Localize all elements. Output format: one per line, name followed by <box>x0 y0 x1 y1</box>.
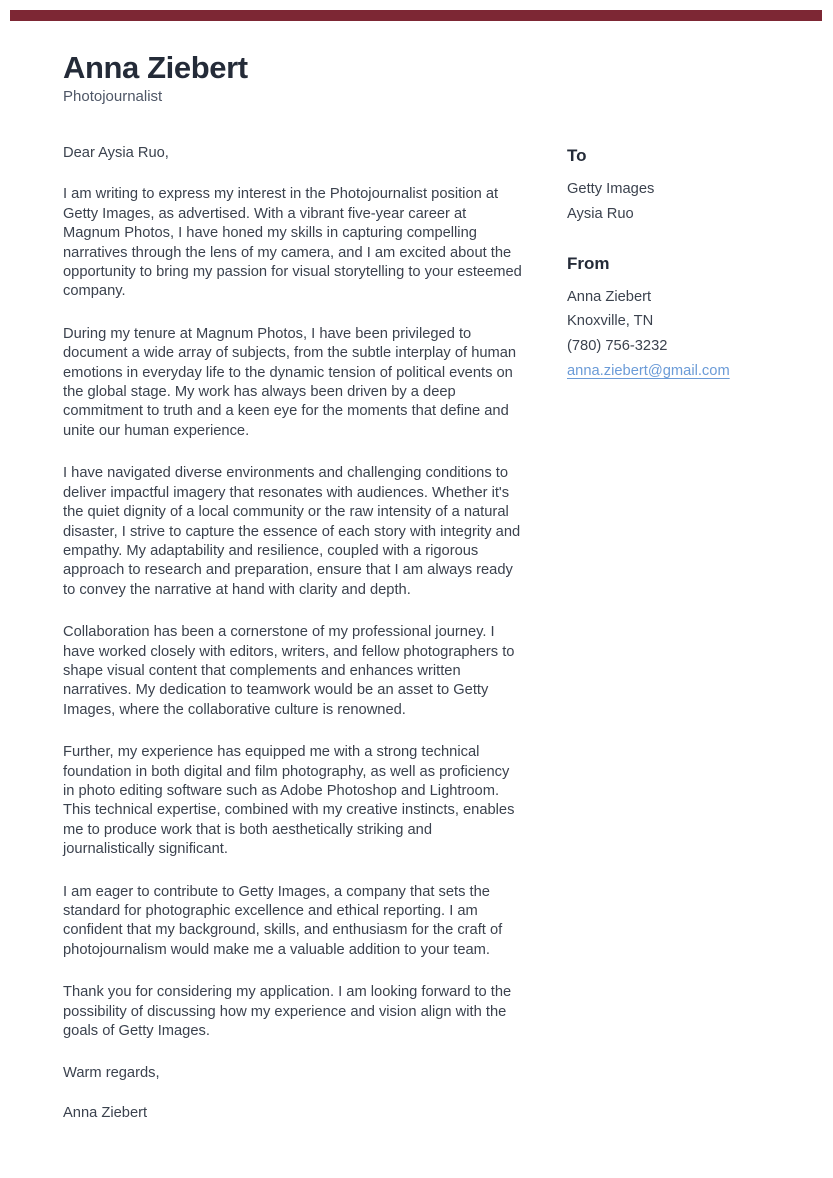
to-company: Getty Images <box>567 181 655 197</box>
from-location: Knoxville, TN <box>567 313 654 330</box>
from-name: Anna Ziebert <box>567 288 652 305</box>
page-title: Anna Ziebert <box>63 50 248 85</box>
paragraph: Collaboration has been a cornerstone of my professional journey. I have worked closely with editors, writers, and fellow photographers to shape visual content that complements and enhances written narratives. My dedication to teamwork would be an asset to Getty Images, where the collaborative culture is renowned. <box>63 624 515 718</box>
letter-body <box>63 144 523 1123</box>
salutation: Dear Aysia Ruo, <box>63 145 169 161</box>
from-section <box>567 254 782 384</box>
from-phone: (780) 756-3232 <box>567 338 668 355</box>
to-section <box>567 146 782 227</box>
to-heading: To <box>567 146 587 165</box>
top-accent-bar <box>10 10 822 21</box>
recipient-sidebar <box>567 146 782 411</box>
signature: Anna Ziebert <box>63 1104 148 1121</box>
to-person: Aysia Ruo <box>567 205 634 222</box>
paragraph: Further, my experience has equipped me with a strong technical foundation in both digital and film photography, as well as proficiency in photo editing software such as Adobe Photoshop and Lightroom. This technical expertise, combined with my creative instincts, enables me to produce work that is both aesthetically striking and journalistically significant. <box>63 744 515 858</box>
job-title: Photojournalist <box>63 88 163 105</box>
email-link[interactable]: anna.ziebert@gmail.com <box>567 362 730 379</box>
paragraph: I have navigated diverse environments and challenging conditions to deliver impactful imagery that resonates with audiences. Whether it's the quiet dignity of a local community or the raw intensity of a natural disaster, I strive to capture the essence of each story with integrity and empathy. My adaptability and resilience, coupled with a rigorous approach to research and preparation, ensure that I am always ready to convey the narrative at hand with clarity and depth. <box>63 465 521 598</box>
letter-header <box>63 51 248 106</box>
paragraph: During my tenure at Magnum Photos, I have been privileged to document a wide array of subjects, from the subtle interplay of human emotions in everyday life to the dynamic tension of political events on the global stage. My work has always been driven by a deep commitment to truth and a keen eye for the moments that define and unite our human experience. <box>63 325 517 439</box>
closing: Warm regards, <box>63 1065 160 1082</box>
from-heading: From <box>567 253 610 273</box>
paragraph: Thank you for considering my application. I am looking forward to the possibility of discussing how my experience and vision align with the goals of Getty Images. <box>63 984 512 1040</box>
paragraph: I am eager to contribute to Getty Images, a company that sets the standard for photographic excellence and ethical reporting. I am confident that my background, skills, and enthusiasm for the craft of photojournalism would make me a valuable addition to your team. <box>63 883 503 958</box>
paragraph: I am writing to express my interest in the Photojournalist position at Getty Images, as advertised. With a vibrant five-year career at Magnum Photos, I have honed my skills in capturing compelling narratives through the lens of my camera, and I am excited about the opportunity to bring my passion for visual storytelling to your esteemed company. <box>63 186 522 300</box>
